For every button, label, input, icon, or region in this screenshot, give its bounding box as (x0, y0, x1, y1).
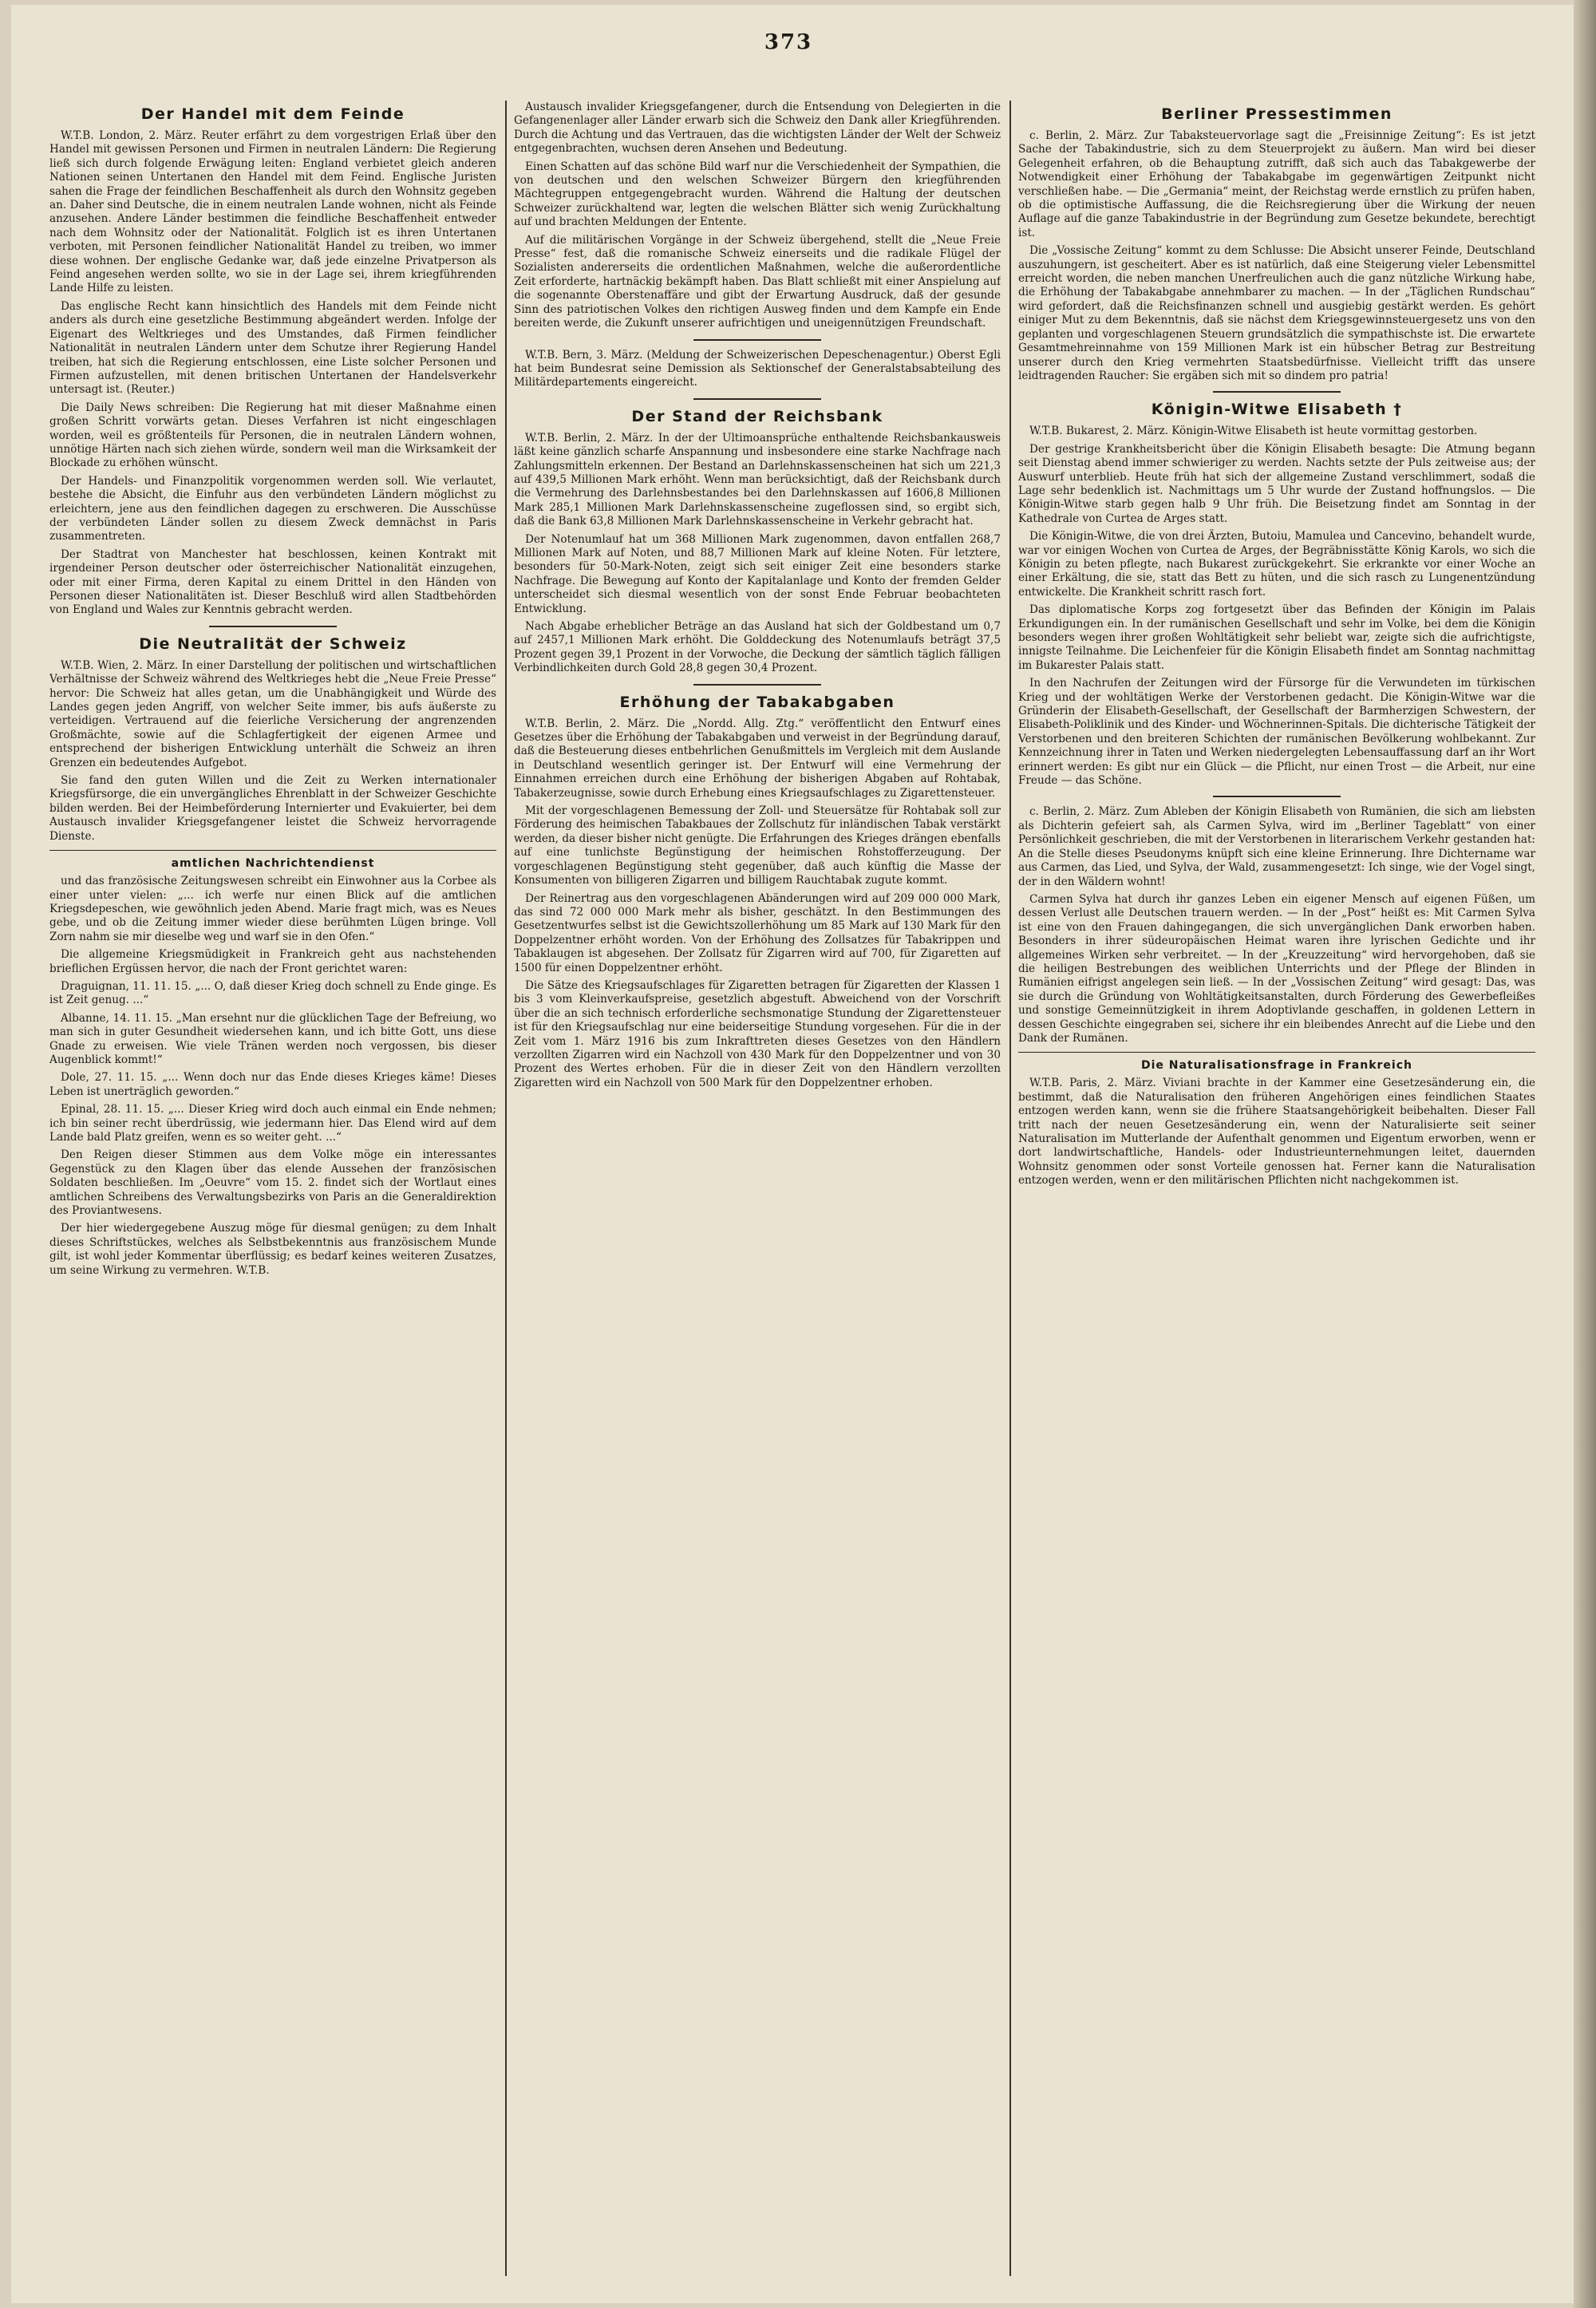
paragraph: W.T.B. Berlin, 2. März. In der der Ultimoansprüche enthaltende Reichsbankausweis läßt keine gänzlich scharfe Anspannung und insbesondere eine starke Nachfrage nach Zahlungsmitteln erkennen. Der Bestand an Darlehnskassenscheinen hat sich um 221,3 auf 439,5 Millionen Mark erhöht. Wenn man berücksichtigt, daß der Reichsbank durch die Vermehrung des Darlehnsbestandes bei den Darlehnskassen auf 1606,8 Millionen Mark 285,1 Millionen Mark Darlehnskassenscheine zugeflossen sind, so ergibt sich, daß die Bank 63,8 Millionen Mark Darlehnskassenscheine in Verkehr gebracht hat. (514, 431, 1001, 528)
paragraph: Die Sätze des Kriegsaufschlages für Zigaretten betragen für Zigaretten der Klassen 1 bis 3 vom Kleinverkaufspreise, gesetzlich abgestuft. Abweichend von der Vorschrift über die an sich technisch erforderliche sechsmonatige Stundung der Zigarettensteuer ist für den Kriegsaufschlag nur eine beiderseitige Stundung vorgesehen. Für die in der Zeit vom 1. März 1916 bis zum Inkrafttreten dieses Gesetzes von den Händlern verzollten Zigarren wird ein Nachzoll von 430 Mark für den Doppelzentner und von 30 Prozent des Wertes erhoben. Für die in dieser Zeit von den Händlern verzollten Zigaretten wird ein Nachzoll von 500 Mark für den Doppelzentner erhoben. (514, 978, 1001, 1089)
separator (1018, 1052, 1535, 1053)
paragraph: Einen Schatten auf das schöne Bild warf nur die Verschiedenheit der Sympathien, die von deutschen und den welschen Schweizer Bürgern den kriegführenden Mächtegruppen entgegengebracht wurden. Während die Haltung der deutschen Schweizer zurückhaltend war, legten die welschen Blätter sich wenig Zurückhaltung auf und brachten Meldungen der Entente. (514, 160, 1001, 229)
paragraph: W.T.B. London, 2. März. Reuter erfährt zu dem vorgestrigen Erlaß über den Handel mit gewissen Personen und Firmen in neutralen Ländern: Die Regierung ließ sich durch folgende Erwägung leiten: England verbietet gleich anderen Nationen seinen Untertanen den Handel mit dem Feind. Englische Juristen sahen die Frage der feindlichen Beschaffenheit als durch den Wohnsitz gegeben an. Daher sind Deutsche, die in einem neutralen Lande wohnen, nicht als Feinde anzusehen. Andere Länder bestimmen die feindliche Beschaffenheit entweder nach dem Wohnsitz oder der Nationalität. Folglich ist es ihren Untertanen verboten, mit Personen feindlicher Nationalität Handel zu treiben, wo immer diese wohnen. Der englische Gedanke war, daß jede einzelne Privatperson als Feind angesehen werden sollte, wo sie in der Lage sei, ihrem kriegführenden Lande Hilfe zu leisten. (49, 129, 496, 295)
paragraph: W.T.B. Wien, 2. März. In einer Darstellung der politischen und wirtschaftlichen Verhältnisse der Schweiz während des Weltkrieges hebt die „Neue Freie Presse“ hervor: Die Schweiz hat alles getan, um die Unabhängigkeit und Würde des Landes gegen jeden Angriff, von welcher Seite immer, bis aufs äußerste zu verteidigen. Vertrauend auf die feierliche Versicherung der angrenzenden Großmächte, sowie auf die Schlagfertigkeit der eigenen Armee und entsprechend der bisherigen Entwicklung unterhält die Schweiz an ihren Grenzen ein bedeutendes Aufgebot. (49, 658, 496, 769)
paragraph: Albanne, 14. 11. 15. „Man ersehnt nur die glücklichen Tage der Befreiung, wo man sich in guter Gesundheit wiedersehen kann, und ich bitte Gott, uns diese Gnade zu erweisen. Wie viele Tränen werden noch vergossen, bis dieser Augenblick kommt!“ (49, 1011, 496, 1066)
article-frankreich (1018, 1059, 1535, 1188)
separator (693, 684, 821, 686)
paragraph: Epinal, 28. 11. 15. „... Dieser Krieg wird doch auch einmal ein Ende nehmen; ich bin seiner recht überdrüssig, wie jedermann hier. Das Elend wird auf dem Lande bald Platz greifen, wenn es so weiter geht. ...“ (49, 1103, 496, 1144)
headline-presse: Berliner Pressestimmen (1161, 105, 1393, 123)
paragraph: Der Reinertrag aus den vorgeschlagenen Abänderungen wird auf 209 000 000 Mark, das sind 72 000 000 Mark mehr als bisher, geschätzt. In den Bestimmungen des Gesetzentwurfes selbst ist die Gewichtszollerhöhung um 85 Mark auf 130 Mark für den Doppelzentner erhöht worden. Von der Erhöhung des Zollsatzes für Tabakrippen und Tabaklaugen ist abgesehen. Der Zollsatz für Zigarren wird auf 700, für Zigaretten auf 1500 für einen Doppelzentner erhöht. (514, 891, 1001, 974)
paragraph: Die allgemeine Kriegsmüdigkeit in Frankreich geht aus nachstehenden brieflichen Ergüssen hervor, die nach der Front gerichtet waren: (49, 948, 496, 975)
paragraph: In den Nachrufen der Zeitungen wird der Fürsorge für die Verwundeten im türkischen Krieg und der wohltätigen Werke der Verstorbenen gedacht. Die Königin-Witwe war die Gründerin der Elisabeth-Gesellschaft, der Gesellschaft der Barmherzigen Schwestern, der Elisabeth-Poliklinik und des Kinder- und Wöchnerinnen-Spitals. Die dichterische Tätigkeit der Verstorbenen und den breiteren Schichten der rumänischen Bevölkerung wohlbekannt. Zur Kennzeichnung ihrer in Taten und Werken niedergelegten Lebensauffassung darf an ihr Wort erinnert werden: Es gibt nur ein Glück — die Pflicht, nur einen Trost — die Arbeit, nur eine Freude — das Schöne. (1018, 677, 1535, 788)
paragraph: Sie fand den guten Willen und die Zeit zu Werken internationaler Kriegsfürsorge, die ein unvergängliches Ehrenblatt in der Schweizer Geschichte bilden werden. Bei der Heimbeförderung Internierter und Evakuierter, bei dem Austausch invalider Kriegsgefangener leistet die Schweiz hervorragende Dienste. (49, 774, 496, 843)
paragraph: Mit der vorgeschlagenen Bemessung der Zoll- und Steuersätze für Rohtabak soll zur Förderung des heimischen Tabakbaues der Zollschutz für inländischen Tabak verstärkt werden, da dieser bisher nicht genügte. Die Erfahrungen des Krieges drängen ebenfalls auf eine tunlichste Begünstigung der heimischen Rohstofferzeugung. Der vorgeschlagenen Begünstigung steht gegenüber, daß auch künftig die Masse der Konsumenten von billigeren Zigarren und billigem Rauchtabak zugute kommt. (514, 804, 1001, 887)
headline-amtlich: amtlichen Nachrichtendienst (171, 857, 375, 871)
paragraph: Draguignan, 11. 11. 15. „... O, daß dieser Krieg doch schnell zu Ende ginge. Es ist Zeit genug. ...“ (49, 979, 496, 1007)
article-schweiz (49, 635, 496, 844)
paragraph: Die „Vossische Zeitung“ kommt zu dem Schlusse: Die Absicht unserer Feinde, Deutschland auszuhungern, ist gescheitert. Aber es ist natürlich, daß eine Steigerung vieler Lebensmittel erreicht worden, die neben manchen Unerfreulichen auch die ganz nützliche Wirkung habe, die Erhöhung der Tabakabgabe annehmbarer zu machen. — In der „Täglichen Rundschau“ wird gefordert, daß die Reichsfinanzen schnell und ausgiebig gestärkt werden. Es gehört einiger Mut zu dem Bekenntnis, daß sie nächst dem Kriegsgewinnsteuergesetz uns von den geplanten und vorgeschlagenen Steuern grundsätzlich die sympathischste ist. Die erwartete Gesamtmehreinnahme von 159 Millionen Mark ist ein hübscher Betrag zur Bestreitung unserer durch den Krieg vermehrten Staatsbedürfnisse. Vielleicht trifft das unsere leidtragenden Raucher: Sie ergäben sich mit so dindem pro patria! (1018, 244, 1535, 382)
paragraph: Das diplomatische Korps zog fortgesetzt über das Befinden der Königin im Palais Erkundigungen ein. In der rumänischen Gesellschaft und sehr im Volke, bei dem die Königin besonders wegen ihrer großen Wohltätigkeit sehr beliebt war, zeigte sich die aufrichtigste, innigste Teilnahme. Die Leichenfeier für die Königin Elisabeth findet am Sonntag nachmittag im Bukarester Palais statt. (1018, 603, 1535, 672)
article-tabak (514, 694, 1001, 1091)
page-number: 373 (764, 30, 813, 54)
paragraph: Die Königin-Witwe, die von drei Ärzten, Butoiu, Mamulea und Cancevino, behandelt wurde, war vor einigen Wochen von Curtea de Arges, der Begräbnisstätte König Karols, wo sich die Königin zu beten pflegte, nach Bukarest zurückgekehrt. Sie erkrankte vor einer Woche an einer Erkältung, die sie, statt das Bett zu hüten, und die sich rasch zu Lungenentzündung entwickelte. Die Krankheit schritt rasch fort. (1018, 530, 1535, 599)
separator (1213, 391, 1341, 393)
article-sylva (1018, 805, 1535, 1045)
headline-schweiz: Die Neutralität der Schweiz (139, 634, 407, 653)
paragraph: und das französische Zeitungswesen schreibt ein Einwohner aus la Corbee als einer unter vielen: „... ich werfe nur einen Blick auf die amtlichen Kriegsdepeschen, wie gewöhnlich jeden Abend. Marie fragt mich, was es Neues gebe, und ob die Zeitung immer wieder diese berühmten Lügen bringe. Voll Zorn nahm sie mir dieselbe weg und warf sie in den Ofen.“ (49, 875, 496, 943)
paragraph: Der Notenumlauf hat um 368 Millionen Mark zugenommen, davon entfallen 268,7 Millionen Mark auf Noten, und 88,7 Millionen Mark auf kleine Noten. Für letztere, besonders für 50-Mark-Noten, zeigt sich seit einiger Zeit eine besonders starke Nachfrage. Die Bewegung auf Konto der Kapitalanlage und Konto der fremden Gelder unterscheidet sich diesmal wesentlich von der sonst Ende Februar beobachteten Entwicklung. (514, 532, 1001, 615)
article-elisabeth (1018, 401, 1535, 788)
article-amtlich (49, 857, 496, 1278)
headline-frankreich: Die Naturalisationsfrage in Frankreich (1141, 1059, 1412, 1073)
headline-tabak: Erhöhung der Tabakabgaben (619, 693, 895, 711)
paragraph: Der Handels- und Finanzpolitik vorgenommen werden soll. Wie verlautet, bestehe die Absicht, die Einfuhr aus den verbündeten Ländern möglichst zu erleichtern, jene aus den feindlichen dagegen zu erschweren. Die Ausschüsse der verbündeten Länder sollen zu diesem Zweck demnächst in Paris zusammentreten. (49, 474, 496, 543)
paragraph: W.T.B. Bern, 3. März. (Meldung der Schweizerischen Depeschenagentur.) Oberst Egli hat beim Bundesrat seine Demission als Sektionschef der Generalstabsabteilung des Militärdepartements eingereicht. (514, 348, 1001, 389)
paragraph: Die Daily News schreiben: Die Regierung hat mit dieser Maßnahme einen großen Schritt vorwärts getan. Dieses Verfahren ist nicht eingeschlagen worden, weil es größtenteils für Personen, die in neutralen Ländern wohnen, unnötige Härten nach sich ziehen würde, sondern weil man die Wirksamkeit der Blockade zu erhöhen wünscht. (49, 401, 496, 470)
paragraph: Austausch invalider Kriegsgefangener, durch die Entsendung von Delegierten in die Gefangenenlager aller Länder erwarb sich die Schweiz den Dank aller Kriegführenden. Durch die Achtung und das Vertrauen, das die wichtigsten Länder der Welt der Schweiz entgegenbrachten, wuchsen deren Ansehen und Bedeutung. (514, 101, 1001, 156)
separator (209, 626, 337, 627)
headline-elisabeth: Königin-Witwe Elisabeth † (1151, 401, 1403, 419)
column-right (1018, 101, 1535, 2284)
article-reichsbank (514, 408, 1001, 676)
column-divider (1009, 101, 1011, 2276)
separator (693, 339, 821, 341)
paragraph: c. Berlin, 2. März. Zur Tabaksteuervorlage sagt die „Freisinnige Zeitung“: Es ist jetzt Sache der Tabakindustrie, sich zu dem Steuerprojekt zu äußern. Man wird bei dieser Gelegenheit erfahren, ob die Behauptung zutrifft, daß sich auch das Tabakgewerbe der Notwendigkeit einer Erhöhung der Tabakabgabe im gegenwärtigen Zeitpunkt nicht verschließen habe. — Die „Germania“ meint, der Reichstag werde ernstlich zu prüfen haben, ob die optimistische Auffassung, die die Reichsregierung über die Wirkung der neuen Auflage auf die ganze Tabakindustrie in der Begründung zum Gesetze bekundete, berechtigt ist. (1018, 129, 1535, 239)
paragraph: Der gestrige Krankheitsbericht über die Königin Elisabeth besagte: Die Atmung begann seit Dienstag abend immer schwieriger zu werden. Nachts setzte der Puls zeitweise aus; der Auswurf unterblieb. Heute früh hat sich der allgemeine Zustand verschlimmert, sodaß die Lage sehr bedenklich ist. Nachmittags um 5 Uhr wurde der Zustand hoffnungslos. — Die Königin-Witwe starb gegen halb 9 Uhr früh. Die Beisetzung findet am Sonntag in der Kathedrale von Curtea de Arges statt. (1018, 442, 1535, 525)
article-schweiz-continued (514, 101, 1001, 331)
paragraph: c. Berlin, 2. März. Zum Ableben der Königin Elisabeth von Rumänien, die sich am liebsten als Dichterin gefeiert sah, als Carmen Sylva, wird im „Berliner Tageblatt“ von einer Persönlichkeit geschrieben, die mit der Verstorbenen in literarischem Verkehr gestanden hat: An die Stelle dieses Pseudonyms knüpft sich eine kleine Erinnerung. Ihre Dichtername war aus Carmen, das Lied, und Sylva, der Wald, zusammengesetzt: Ich singe, wie der Vogel singt, der in den Wäldern wohnt! (1018, 805, 1535, 888)
article-bern (514, 349, 1001, 390)
paragraph: Carmen Sylva hat durch ihr ganzes Leben ein eigener Mensch auf eigenen Füßen, um dessen Verlust alle Deutschen trauern werden. — In der „Post“ heißt es: Mit Carmen Sylva ist eine von den Frauen dahingegangen, die sich unvergänglichen Dank erworben haben. Besonders in ihrer südeuropäischen Heimat waren ihre lyrischen Gedichte und ihr allgemeines Wirken sehr verbreitet. — In der „Kreuzzeitung“ wird hervorgehoben, daß sie die heiligen Bestrebungen des weiblichen Unterrichts und der Pflege der Blinden in Rumänien eifrigst angelegen sein ließ. — In der „Vossischen Zeitung“ wird gesagt: Das, was sie durch die Gründung von Wohltätigkeitsanstalten, durch Förderung des Gewerbefleißes und sonstige Gemeinnützigkeit in ihrem Adoptivlande geschaffen, in goldenen Lettern in dessen Geschichte eingegraben sei, sichere ihr ein bleibendes Anrecht auf die Liebe und den Dank der Rumänen. (1018, 892, 1535, 1045)
separator (49, 850, 496, 851)
paragraph: Den Reigen dieser Stimmen aus dem Volke möge ein interessantes Gegenstück zu den Klagen über das elende Aussehen der französischen Soldaten beschließen. Im „Oeuvre“ vom 15. 2. findet sich der Wortlaut eines amtlichen Schreibens des Verwaltungsbezirks von Paris an die Generaldirektion des Proviantwesens. (49, 1148, 496, 1218)
article-handel (49, 105, 496, 618)
page-binding (1574, 0, 1596, 2308)
paragraph: W.T.B. Berlin, 2. März. Die „Nordd. Allg. Ztg.“ veröffentlicht den Entwurf eines Gesetzes über die Erhöhung der Tabakabgaben und verweist in der Begründung darauf, daß die Besteuerung dieses entbehrlichen Genußmittels im Vergleich mit dem Auslande in Deutschland wesentlich geringer ist. Der Entwurf will eine Vermehrung der Einnahmen erreichen durch eine Erhöhung der bisherigen Abgaben auf Rohtabak, Tabakerzeugnisse, sowie durch Erhebung eines Kriegsaufschlages zu Zigarettensteuer. (514, 717, 1001, 800)
paragraph: Auf die militärischen Vorgänge in der Schweiz übergehend, stellt die „Neue Freie Presse“ fest, daß die romanische Schweiz einerseits und die radikale Flügel der Sozialisten andererseits die ordentlichen Maßnahmen, welche die außerordentliche Zeit erforderte, hartnäckig bekämpft haben. Das Blatt schließt mit einer Anspielung auf die sogenannte Oberstenaffäre und gibt der Erwartung Ausdruck, daß der gesunde Sinn des patriotischen Volkes den richtigen Ausweg finden und dem Kampfe ein Ende bereiten werde, die Zukunft unserer aufrichtigen und uneigennützigen Freundschaft. (514, 233, 1001, 330)
paragraph: Nach Abgabe erheblicher Beträge an das Ausland hat sich der Goldbestand um 0,7 auf 2457,1 Millionen Mark erhöht. Die Golddeckung des Notenumlaufs beträgt 37,5 Prozent gegen 39,1 Prozent in der Vorwoche, die Deckung der sämtlich täglich fälligen Verbindlichkeiten durch Gold 28,8 gegen 30,4 Prozent. (514, 620, 1001, 675)
paragraph: Das englische Recht kann hinsichtlich des Handels mit dem Feinde nicht anders als durch eine gesetzliche Bestimmung abgeändert werden. Infolge der Eigenart des Weltkrieges und des Umstandes, daß Firmen feindlicher Nationalität in neutralen Ländern unter dem Schutze ihrer Regierung Handel treiben, hat sich die Regierung entschlossen, eine Liste solcher Personen und Firmen aufzustellen, mit denen britischen Untertanen der Handelsverkehr untersagt ist. (Reuter.) (49, 299, 496, 397)
headline-handel: Der Handel mit dem Feinde (140, 105, 405, 123)
column-left (49, 101, 496, 2284)
paragraph: Der Stadtrat von Manchester hat beschlossen, keinen Kontrakt mit irgendeiner Person deutscher oder österreichischer Nationalität einzugehen, oder mit einer Firma, deren Kapital zu einem Drittel in den Händen von Personen dieser Nationalitäten ist. Dieser Beschluß wird allen Stadtbehörden von England und Wales zur Kenntnis gebracht werden. (49, 547, 496, 617)
separator (693, 398, 821, 400)
headline-reichsbank: Der Stand der Reichsbank (631, 407, 883, 425)
separator (1213, 796, 1341, 797)
article-presse (1018, 105, 1535, 383)
paragraph: W.T.B. Paris, 2. März. Viviani brachte in der Kammer eine Gesetzesänderung ein, die bestimmt, daß die Naturalisation den früheren Angehörigen eines feindlichen Staates entzogen werden kann, wenn sie die frühere Staatsangehörigkeit beibehalten. Dieser Fall tritt nach der neuen Gesetzesänderung ein, wenn der Naturalisierte seit seiner Naturalisation im Mutterlande der Aufenthalt genommen und Eigentum erworben, wenn er dort landwirtschaftliche, Handels- oder Industrieunternehmungen leitet, dauernden Wohnsitz genommen oder sonst Vorteile genossen hat. Ferner kann die Naturalisation entzogen werden, wenn er den militärischen Pflichten nicht nachgekommen ist. (1018, 1077, 1535, 1188)
paragraph: W.T.B. Bukarest, 2. März. Königin-Witwe Elisabeth ist heute vormittag gestorben. (1029, 425, 1478, 438)
paragraph: Dole, 27. 11. 15. „... Wenn doch nur das Ende dieses Krieges käme! Dieses Leben ist unerträglich geworden.“ (49, 1071, 496, 1098)
column-divider (505, 101, 507, 2276)
column-middle (514, 101, 1001, 2284)
paragraph: Der hier wiedergegebene Auszug möge für diesmal genügen; zu dem Inhalt dieses Schriftstückes, welches als Selbstbekenntnis aus französischem Munde gilt, ist wohl jeder Kommentar überflüssig; es bedarf keines weiteren Zusatzes, um seine Wirkung zu vermehren. W.T.B. (49, 1222, 496, 1277)
